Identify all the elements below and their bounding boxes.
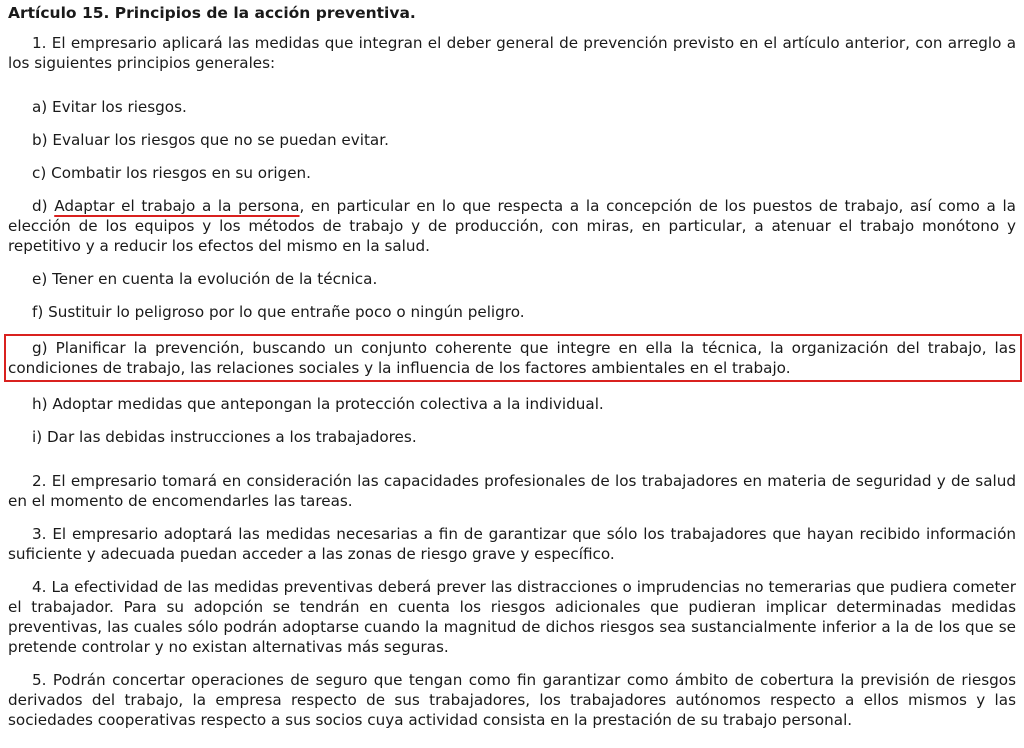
principle-i: i) Dar las debidas instrucciones a los trabajadores. <box>32 428 417 446</box>
principle-d-rest: , en particular en lo que respecta a la concepción de los puestos de trabajo, así como a la elección de los equipos y los métodos de trabajo y de producción, con miras, en particular, a atenuar el trabajo monótono y repetitivo y a reducir los efectos del mismo en la salud. <box>8 197 1016 255</box>
principle-c: c) Combatir los riesgos en su origen. <box>32 164 311 182</box>
article-title: Artículo 15. Principios de la acción preventiva. <box>8 4 416 22</box>
paragraph-4: 4. La efectividad de las medidas preventivas deberá prever las distracciones o imprudencias no temerarias que pudiera cometer el trabajador. Para su adopción se tendrán en cuenta los riesgos adicionales que pudieran implicar determinadas medidas preventivas, las cuales sólo podrán adoptarse cuando la magnitud de dichos riesgos sea sustancialmente inferior a la de los que se pretende controlar y no existan alternativas más seguras. <box>8 578 1016 656</box>
principle-d-prefix: d) <box>32 197 55 215</box>
document <box>8 4 1016 730</box>
paragraph-3: 3. El empresario adoptará las medidas necesarias a fin de garantizar que sólo los trabajadores que hayan recibido información suficiente y adecuada puedan acceder a las zonas de riesgo grave y específico. <box>8 525 1016 563</box>
paragraph-1: 1. El empresario aplicará las medidas que integran el deber general de prevención previsto en el artículo anterior, con arreglo a los siguientes principios generales: <box>8 34 1016 72</box>
principle-f: f) Sustituir lo peligroso por lo que entrañe poco o ningún peligro. <box>32 303 525 321</box>
principle-g: g) Planificar la prevención, buscando un conjunto coherente que integre en ella la técnica, la organización del trabajo, las condiciones de trabajo, las relaciones sociales y la influencia de los factores ambientales en el trabajo. <box>8 339 1016 377</box>
principle-h: h) Adoptar medidas que antepongan la protección colectiva a la individual. <box>32 395 604 413</box>
paragraph-2: 2. El empresario tomará en consideración las capacidades profesionales de los trabajadores en materia de seguridad y de salud en el momento de encomendarles las tareas. <box>8 472 1016 510</box>
principle-d-underlined-highlight: Adaptar el trabajo a la persona <box>54 197 300 215</box>
principle-b: b) Evaluar los riesgos que no se puedan evitar. <box>32 131 389 149</box>
paragraph-5: 5. Podrán concertar operaciones de seguro que tengan como fin garantizar como ámbito de cobertura la previsión de riesgos derivados del trabajo, la empresa respecto de sus trabajadores, los trabajadores autónomos respecto a ellos mismos y las sociedades cooperativas respecto a sus socios cuya actividad consista en la prestación de su trabajo personal. <box>8 671 1016 729</box>
principle-d <box>8 196 1016 256</box>
principle-a: a) Evitar los riesgos. <box>32 98 187 116</box>
principle-g-highlight-box <box>4 334 1022 382</box>
principle-e: e) Tener en cuenta la evolución de la técnica. <box>32 270 378 288</box>
